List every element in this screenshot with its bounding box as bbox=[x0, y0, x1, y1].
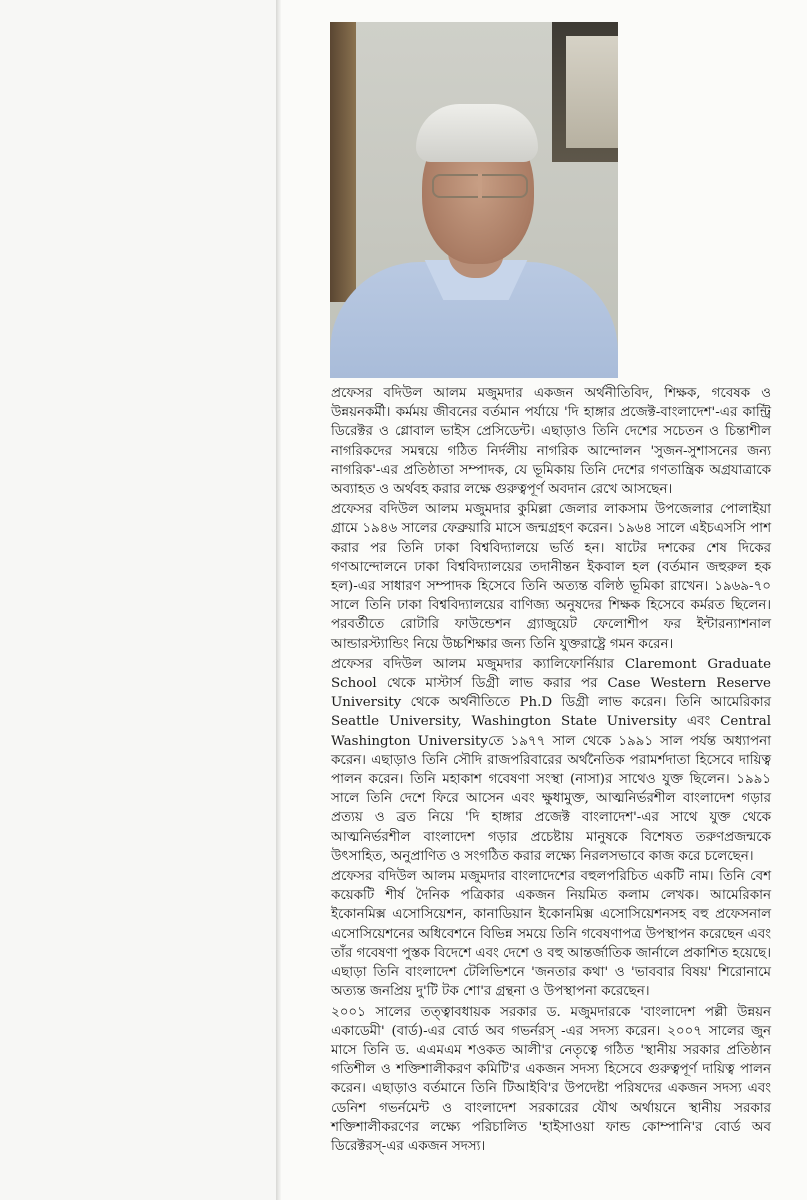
bio-paragraph-2: প্রফেসর বদিউল আলম মজুমদার কুমিল্লা জেলার লাকসাম উপজেলার পোলাইয়া গ্রামে ১৯৪৬ সালের ফেব্রুয়ারি মাসে জন্মগ্রহণ করেন। ১৯৬৪ সালে এইচএসসি পাশ করার পর তিনি ঢাকা বিশ্ববিদ্যালয়ে ভর্তি হন। ষাটের দশকের শেষ দিকের গণআন্দোলনে ঢাকা বিশ্ববিদ্যালয়ের তদানীন্তন ইকবাল হল (বর্তমান জহুরুল হক হল)-এর সাধারণ সম্পাদক হিসেবে তিনি অত্যন্ত বলিষ্ঠ ভূমিকা রাখেন। ১৯৬৯-৭০ সালে তিনি ঢাকা বিশ্ববিদ্যালয়ের বাণিজ্য অনুষদের শিক্ষক হিসেবে কর্মরত ছিলেন। পরবর্তীতে রোটারি ফাউন্ডেশন গ্র্যাজুয়েট ফেলোশীপ ফর ইন্টারন্যাশনাল আন্ডারস্ট্যান্ডিং নিয়ে উচ্চশিক্ষার জন্য তিনি যুক্তরাষ্ট্রে গমন করেন। bbox=[331, 502, 771, 652]
left-page bbox=[0, 0, 276, 1200]
hair-shape bbox=[416, 104, 538, 162]
bio-paragraph-3: প্রফেসর বদিউল আলম মজুমদার ক্যালিফোর্নিয়ার Claremont Graduate School থেকে মাস্টার্স ডিগ্রী লাভ করার পর Case Western Reserve University থেকে অর্থনীতিতে Ph.D ডিগ্রী লাভ করেন। তিনি আমেরিকার Seattle University, Washington State University এবং Central Washington Universityতে ১৯৭৭ সাল থেকে ১৯৯১ সাল পর্যন্ত অধ্যাপনা করেন। এছাড়াও তিনি সৌদি রাজপরিবারের অর্থনৈতিক পরামর্শদাতা হিসেবে দায়িত্ব পালন করেন। তিনি মহাকাশ গবেষণা সংস্থা (নাসা)র সাথেও যুক্ত ছিলেন। ১৯৯১ সালে তিনি দেশে ফিরে আসেন এবং ক্ষুধামুক্ত, আত্মনির্ভরশীল বাংলাদেশ গড়ার প্রত্যয় ও ব্রত নিয়ে 'দি হাঙ্গার প্রজেক্ট বাংলাদেশ'-এর সাথে যুক্ত থেকে আত্মনির্ভরশীল বাংলাদেশ গড়ার প্রচেষ্টায় মানুষকে বিশেষত তরুণপ্রজন্মকে উৎসাহিত, অনুপ্রাণিত ও সংগঠিত করার লক্ষ্যে নিরলসভাবে কাজ করে চলেছেন। bbox=[331, 656, 771, 864]
picture-frame-inner bbox=[566, 36, 618, 148]
author-portrait bbox=[330, 22, 618, 378]
bio-paragraph-5: ২০০১ সালের তত্ত্বাবধায়ক সরকার ড. মজুমদারকে 'বাংলাদেশ পল্লী উন্নয়ন একাডেমী' (বার্ড)-এর বোর্ড অব গভর্নরস্ -এর সদস্য করেন। ২০০৭ সালের জুন মাসে তিনি ড. এএমএম শওকত আলী'র নেতৃত্বে গঠিত 'স্থানীয় সরকার প্রতিষ্ঠান গতিশীল ও শক্তিশালীকরণ কমিটি'র একজন সদস্য হিসেবে গুরুত্বপূর্ণ দায়িত্ব পালন করেন। এছাড়াও বর্তমানে তিনি টিআইবি'র উপদেষ্টা পরিষদের একজন সদস্য এবং ডেনিশ গভর্নমেন্ট ও বাংলাদেশ সরকারের যৌথ অর্থায়নে স্থানীয় সরকার শক্তিশালীকরণের লক্ষ্যে পরিচালিত 'হাইসাওয়া ফান্ড কোম্পানি'র বোর্ড অব ডিরেক্টরস্-এর একজন সদস্য। bbox=[331, 1004, 771, 1154]
glasses-icon bbox=[432, 174, 528, 198]
bio-paragraph-4: প্রফেসর বদিউল আলম মজুমদার বাংলাদেশের বহুলপরিচিত একটি নাম। তিনি বেশ কয়েকটি শীর্ষ দৈনিক পত্রিকার একজন নিয়মিত কলাম লেখক। আমেরিকান ইকোনমিক্স এসোসিয়েশন, কানাডিয়ান ইকোনমিক্স এসোসিয়েশনসহ বহু প্রফেসনাল এসোসিয়েশনের অধিবেশনে বিভিন্ন সময়ে তিনি গবেষণাপত্র উপস্থাপন করেছেন এবং তাঁর গবেষণা পুস্তক বিদেশে এবং দেশে ও বহু আন্তর্জাতিক জার্নালে প্রকাশিত হয়েছে। এছাড়া তিনি বাংলাদেশ টেলিভিশনে 'জনতার কথা' ও 'ভাববার বিষয়' শিরোনামে অত্যন্ত জনপ্রিয় দু'টি টক শো'র গ্রন্থনা ও উপস্থাপনা করেছেন। bbox=[331, 869, 771, 1000]
bookshelf-shape bbox=[330, 22, 356, 302]
bio-paragraph-1: প্রফেসর বদিউল আলম মজুমদার একজন অর্থনীতিবিদ, শিক্ষক, গবেষক ও উন্নয়নকর্মী। কর্মময় জীবনের বর্তমান পর্যায়ে 'দি হাঙ্গার প্রজেক্ট-বাংলাদেশ'-এর কান্ট্রি ডিরেক্টর ও গ্লোবাল ভাইস প্রেসিডেন্ট। এছাড়াও তিনি দেশের সচেতন ও চিন্তাশীল নাগরিকদের সমন্বয়ে গঠিত নির্দলীয় নাগরিক আন্দোলন 'সুজন-সুশাসনের জন্য নাগরিক'-এর প্রতিষ্ঠাতা সম্পাদক, যে ভূমিকায় তিনি দেশের গণতান্ত্রিক অগ্রযাত্রাকে অব্যাহত ও অর্থবহ করার লক্ষে গুরুত্বপূর্ণ অবদান রেখে আসছেন। bbox=[331, 386, 771, 498]
biography-text bbox=[331, 384, 771, 1157]
